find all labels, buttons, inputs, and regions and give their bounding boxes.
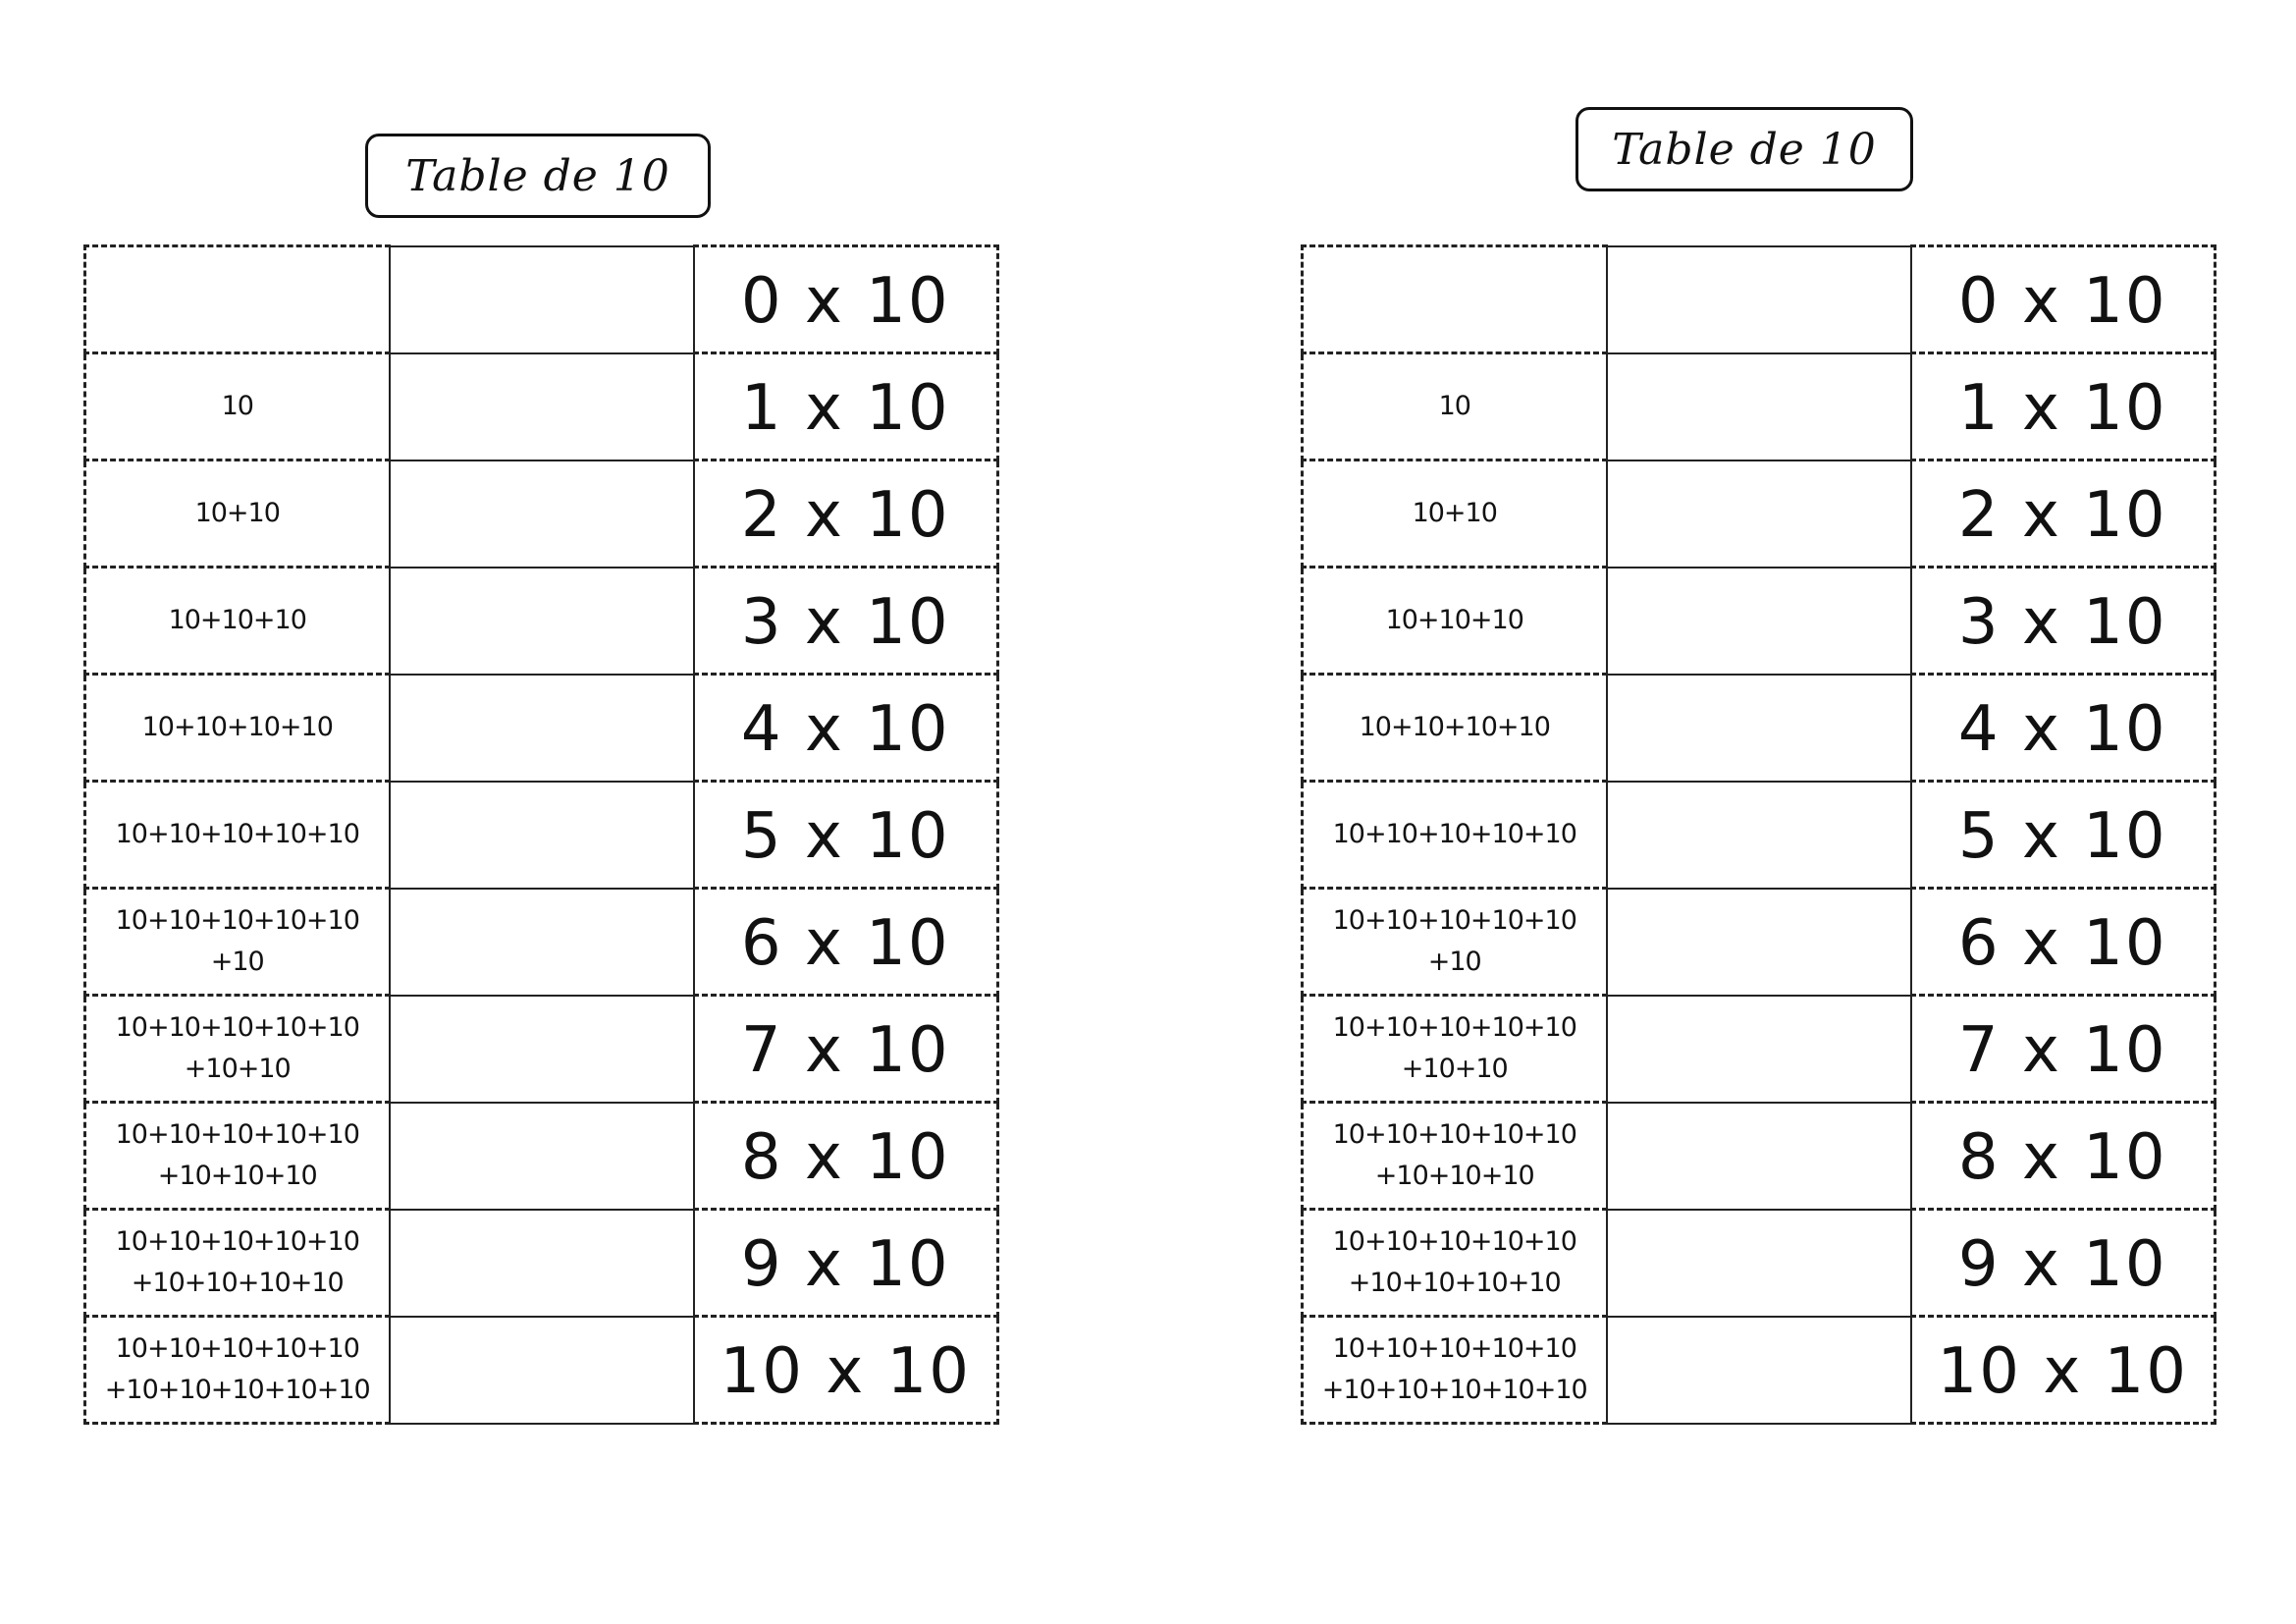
mult-cell [1911,675,2216,782]
sum-cell [85,675,390,782]
answer-cell[interactable] [1607,460,1911,568]
answer-cell[interactable] [1607,1317,1911,1424]
mult-cell [1911,568,2216,675]
mult-cell [1911,460,2216,568]
sum-line: 10+10+10+10 [1359,712,1550,742]
sum-line: 10+10+10+10+10 [115,1333,359,1364]
table-row [1303,675,2216,782]
sum-line: +10+10+10 [1374,1161,1534,1191]
mult-expression: 5 x 10 [1957,800,2167,873]
sum-line: 10+10+10+10+10 [115,905,359,936]
sum-line: +10+10+10+10 [131,1268,344,1298]
multiplication-table [1301,244,2216,1425]
sum-cell [1303,889,1607,996]
mult-cell [694,460,998,568]
answer-cell[interactable] [390,353,694,460]
mult-expression: 4 x 10 [1957,693,2167,766]
answer-cell[interactable] [390,675,694,782]
sum-line: 10+10+10+10+10 [115,1226,359,1257]
sum-line: 10+10+10 [168,605,306,635]
table-row [1303,353,2216,460]
sum-line: +10+10+10+10+10 [104,1375,370,1405]
sum-cell [85,568,390,675]
sum-line: 10+10+10+10+10 [115,819,359,849]
sum-line: 10+10+10+10+10 [1332,905,1576,936]
sum-cell [1303,353,1607,460]
answer-cell[interactable] [390,1317,694,1424]
sum-line: +10+10+10+10 [1348,1268,1561,1298]
mult-cell [694,353,998,460]
sum-line: 10+10+10+10+10 [1332,1226,1576,1257]
sum-line: 10+10+10+10+10 [1332,1012,1576,1043]
table-row [1303,1317,2216,1424]
sum-line: 10+10+10+10+10 [1332,1333,1576,1364]
sum-cell [1303,1317,1607,1424]
answer-cell[interactable] [390,568,694,675]
table-row [85,353,998,460]
mult-expression: 8 x 10 [1957,1121,2167,1194]
sum-cell [1303,460,1607,568]
mult-cell [1911,353,2216,460]
sum-line: 10+10+10+10+10 [1332,819,1576,849]
mult-cell [694,1317,998,1424]
sum-cell [85,889,390,996]
sum-line: +10 [210,947,264,977]
answer-cell[interactable] [1607,889,1911,996]
mult-cell [694,1103,998,1210]
mult-cell [1911,1103,2216,1210]
mult-expression: 3 x 10 [740,586,950,659]
answer-cell[interactable] [1607,353,1911,460]
sum-line: 10+10 [1412,498,1497,528]
sum-cell [85,996,390,1103]
mult-expression: 9 x 10 [740,1228,950,1301]
table-row [1303,1103,2216,1210]
table-row [1303,460,2216,568]
mult-expression: 10 x 10 [1937,1335,2188,1408]
table-row [1303,996,2216,1103]
table-row [1303,889,2216,996]
table-row [85,675,998,782]
table-body [85,246,998,1424]
table-row [85,996,998,1103]
worksheet-title: Table de 10 [1575,107,1913,191]
mult-expression: 3 x 10 [1957,586,2167,659]
sum-line: +10+10+10 [157,1161,317,1191]
table-row [85,782,998,889]
table-row [85,1103,998,1210]
answer-cell[interactable] [1607,246,1911,353]
mult-expression: 0 x 10 [1957,265,2167,338]
sum-line: +10 [1427,947,1481,977]
table-row [1303,1210,2216,1317]
table-row [85,568,998,675]
sum-cell [85,460,390,568]
mult-cell [694,889,998,996]
multiplication-table [83,244,999,1425]
answer-cell[interactable] [390,889,694,996]
answer-cell[interactable] [1607,782,1911,889]
table-row [85,460,998,568]
answer-cell[interactable] [390,996,694,1103]
table-row [1303,246,2216,353]
table-row [85,889,998,996]
mult-expression: 7 x 10 [740,1014,950,1087]
sum-cell [1303,1210,1607,1317]
sum-cell [1303,675,1607,782]
mult-cell [694,246,998,353]
mult-expression: 2 x 10 [1957,479,2167,552]
mult-cell [1911,1210,2216,1317]
mult-expression: 4 x 10 [740,693,950,766]
sum-line: 10+10+10+10+10 [115,1012,359,1043]
table-row [85,246,998,353]
sum-cell [1303,568,1607,675]
sum-cell [85,246,390,353]
mult-cell [1911,782,2216,889]
sum-cell [85,1210,390,1317]
sum-line: +10+10 [184,1054,291,1084]
answer-cell[interactable] [390,782,694,889]
sum-line: +10+10 [1401,1054,1508,1084]
mult-cell [694,996,998,1103]
mult-expression: 1 x 10 [1957,372,2167,445]
mult-expression: 8 x 10 [740,1121,950,1194]
mult-cell [1911,996,2216,1103]
mult-expression: 6 x 10 [740,907,950,980]
sum-line: 10+10+10+10 [141,712,333,742]
sum-cell [85,1317,390,1424]
sum-cell [1303,246,1607,353]
sum-cell [85,353,390,460]
answer-cell[interactable] [390,1210,694,1317]
mult-cell [1911,1317,2216,1424]
answer-cell[interactable] [1607,996,1911,1103]
sum-line: 10 [1438,391,1470,421]
table-body [1303,246,2216,1424]
answer-cell[interactable] [1607,1103,1911,1210]
mult-cell [694,675,998,782]
mult-cell [694,782,998,889]
table-row [85,1317,998,1424]
answer-cell[interactable] [1607,568,1911,675]
answer-cell[interactable] [1607,1210,1911,1317]
sum-cell [85,782,390,889]
sum-line: 10+10 [194,498,280,528]
mult-expression: 7 x 10 [1957,1014,2167,1087]
sum-line: 10 [221,391,253,421]
worksheet-title: Table de 10 [365,134,711,218]
answer-cell[interactable] [1607,675,1911,782]
sum-cell [1303,996,1607,1103]
mult-expression: 2 x 10 [740,479,950,552]
mult-expression: 1 x 10 [740,372,950,445]
answer-cell[interactable] [390,1103,694,1210]
mult-cell [694,568,998,675]
mult-expression: 6 x 10 [1957,907,2167,980]
mult-expression: 9 x 10 [1957,1228,2167,1301]
sum-line: 10+10+10+10+10 [115,1119,359,1150]
table-row [1303,782,2216,889]
mult-expression: 5 x 10 [740,800,950,873]
mult-cell [1911,889,2216,996]
mult-expression: 10 x 10 [720,1335,971,1408]
sum-cell [1303,782,1607,889]
sum-line: +10+10+10+10+10 [1321,1375,1587,1405]
table-row [85,1210,998,1317]
answer-cell[interactable] [390,246,694,353]
sum-cell [85,1103,390,1210]
answer-cell[interactable] [390,460,694,568]
mult-expression: 0 x 10 [740,265,950,338]
sum-cell [1303,1103,1607,1210]
sum-line: 10+10+10+10+10 [1332,1119,1576,1150]
table-row [1303,568,2216,675]
mult-cell [694,1210,998,1317]
mult-cell [1911,246,2216,353]
sum-line: 10+10+10 [1385,605,1523,635]
